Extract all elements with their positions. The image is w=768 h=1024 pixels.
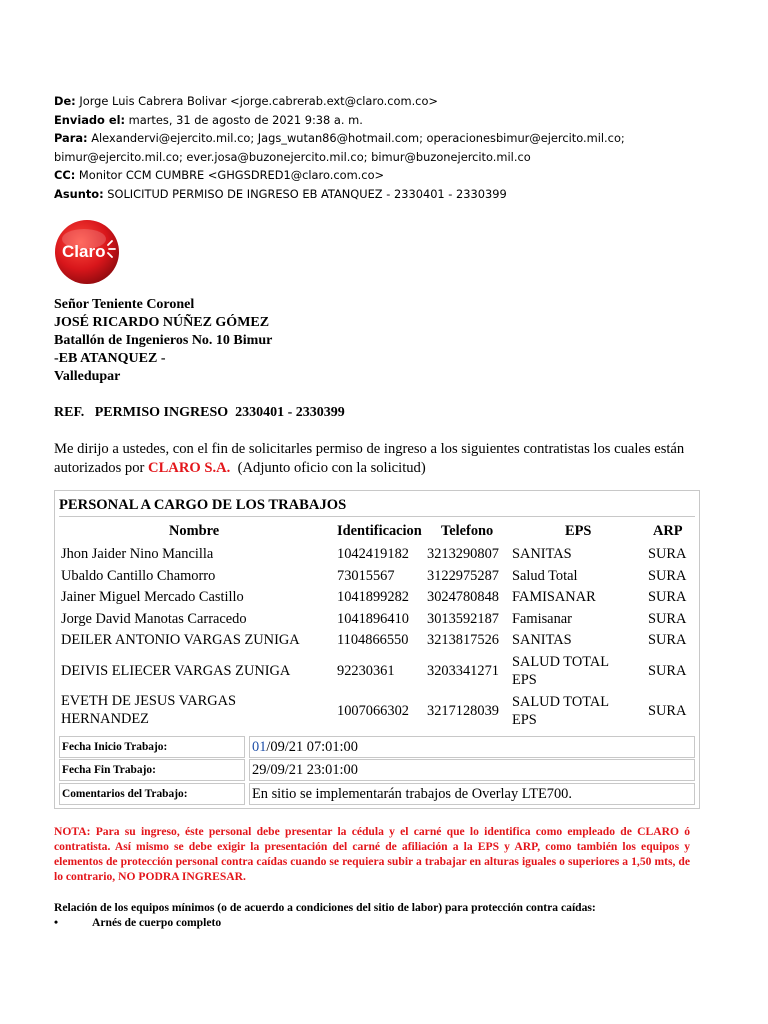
comentarios-label: Comentarios del Trabajo: <box>59 783 245 805</box>
bullet-marker: • <box>54 916 59 929</box>
company-name: CLARO S.A. <box>148 459 231 476</box>
fecha-inicio-label: Fecha Inicio Trabajo: <box>59 736 245 758</box>
col-header-nombre: Nombre <box>169 523 220 539</box>
claro-logo <box>54 219 120 285</box>
col-header-arp: ARP <box>653 523 683 539</box>
email-from: De: Jorge Luis Cabrera Bolivar <jorge.cabrerab.ext@claro.com.co> <box>54 94 438 108</box>
col-header-identificacion: Identificacion <box>337 523 422 539</box>
fecha-fin-label: Fecha Fin Trabajo: <box>59 759 245 781</box>
bullet-text: Arnés de cuerpo completo <box>92 916 222 929</box>
comentarios-value: En sitio se implementarán trabajos de Overlay LTE700. <box>249 783 695 805</box>
personnel-table: PERSONAL A CARGO DE LOS TRABAJOS Nombre Identificacion Telefono EPS ARP Jhon Jaider Nino Mancilla 1042419182 3213290807 SANITAS SURA Ubaldo Cantillo Chamorro 73015567 3122975287 Salud Total SURA Jainer Miguel Mercado Castillo 1041899282 3024780848 FAMISANAR SURA Jorge David Manotas Carracedo 1041896410 3013592187 Famisanar SURA DEILER ANTONIO VARGAS ZUNIGA 1104866550 3213817526 SANITAS SURA DEIVIS ELIECER VARGAS ZUNIGA 92230361 3203341271 SALUD TOTAL EPS SURA EVETH DE JESUS VARGAS HERNANDEZ 1007066302 3217128039 SALUD TOTAL EPS SURA Fecha Inicio Trabajo: 01/09/21 07:01:00 Fecha Fin Trabajo: 29/09/21 23:01:00 Comentarios del Trabajo: En sitio se implementarán trabajos de Overlay LTE700. <box>54 490 700 809</box>
email-subject: Asunto: SOLICITUD PERMISO DE INGRESO EB ATANQUEZ - 2330401 - 2330399 <box>54 186 507 201</box>
email-to: Para: Alexandervi@ejercito.mil.co; Jags_wutan86@hotmail.com; operacionesbimur@ejercito.mil.co; <box>54 131 625 146</box>
nota-warning: NOTA: Para su ingreso, éste personal debe presentar la cédula y el carné que lo identifica como empleado de CLARO ó contratista. Así mismo se debe exigir la presentación del carné de afiliación a la EPS y ARP, como también los equipos y elementos de protección personal contra caídas cuando se requiera subir a trabajar en alturas iguales o superiores a 1,50 mts, de lo contrario, NO PODRA INGRESAR. <box>54 825 690 883</box>
equipment-intro: Relación de los equipos mínimos (o de acuerdo a condiciones del sitio de labor) para protección contra caídas: <box>54 901 596 914</box>
comentarios-row <box>59 783 695 805</box>
email-cc: CC: Monitor CCM CUMBRE <GHGSDRED1@claro.com.co> <box>54 168 385 183</box>
table-title: PERSONAL A CARGO DE LOS TRABAJOS <box>59 494 695 517</box>
recipient-address <box>54 296 272 386</box>
intro-paragraph: Me dirijo a ustedes, con el fin de solicitarles permiso de ingreso a los siguientes contratistas los cuales están autorizados por CLARO S.A. (Adjunto oficio con la solicitud) <box>54 441 685 476</box>
email-header <box>54 92 625 204</box>
address-line: JOSÉ RICARDO NÚÑEZ GÓMEZ <box>54 315 270 330</box>
fecha-inicio-value: 01/09/21 07:01:00 <box>249 736 695 758</box>
reference-line: REF. PERMISO INGRESO 2330401 - 2330399 <box>54 405 345 420</box>
address-line: -EB ATANQUEZ - <box>54 351 166 366</box>
email-to-continued: bimur@ejercito.mil.co; ever.josa@buzonejercito.mil.co; bimur@buzonejercito.mil.co <box>54 149 531 164</box>
col-header-eps: EPS <box>565 523 592 539</box>
logo-wordmark: Claro <box>62 242 106 261</box>
fecha-fin-value: 29/09/21 23:01:00 <box>249 759 695 781</box>
address-line: Batallón de Ingenieros No. 10 Bimur <box>54 333 273 348</box>
col-header-telefono: Telefono <box>441 523 494 539</box>
fecha-fin-row <box>59 759 695 781</box>
address-line: Valledupar <box>54 369 121 384</box>
address-line: Señor Teniente Coronel <box>54 297 195 312</box>
fecha-inicio-row <box>59 736 695 758</box>
email-sent: Enviado el: martes, 31 de agosto de 2021 9:38 a. m. <box>54 112 363 127</box>
